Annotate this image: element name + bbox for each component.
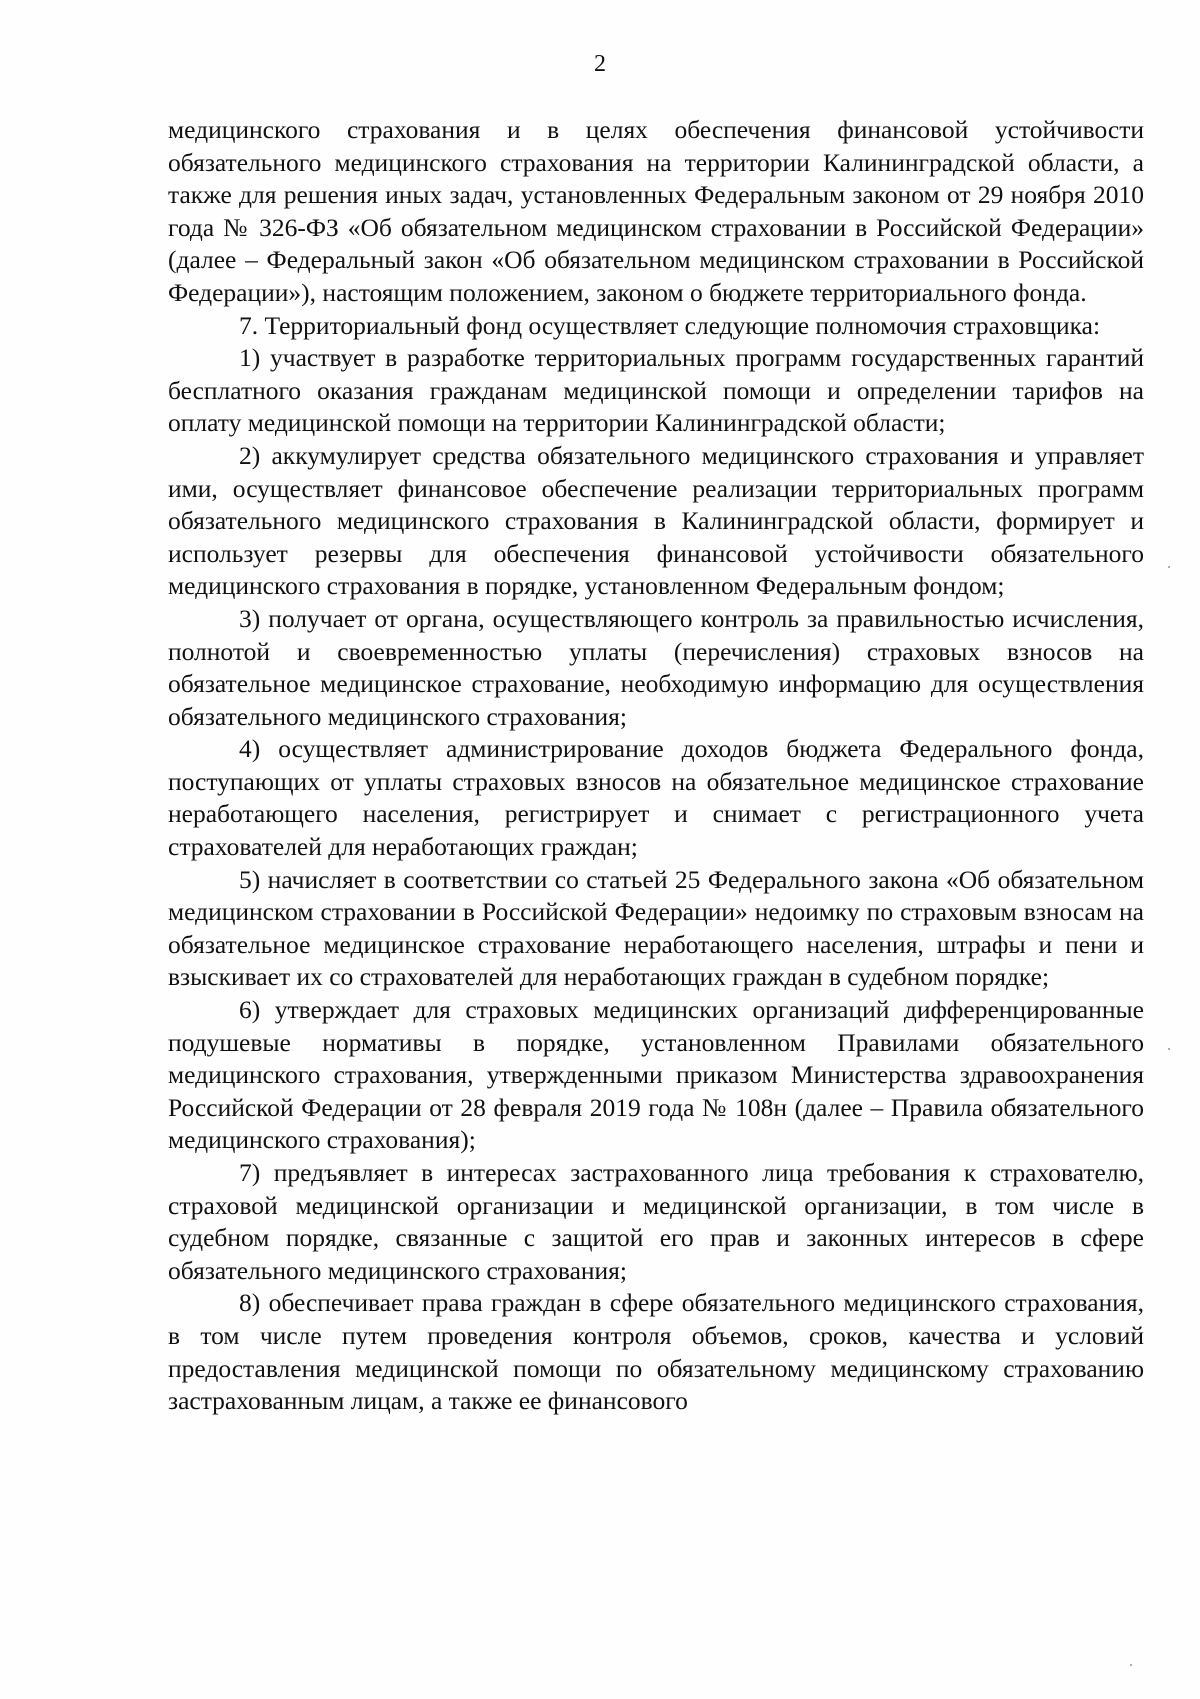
paragraph-subitem-7: 7) предъявляет в интересах застрахованного лица требования к страхователю, страховой медицинской организации и медицинской организации, в том числе в судебном порядке, связанные с защитой его прав и законных интересов в сфере обязательного медицинского страхования;	[168, 1158, 1144, 1285]
paragraph-item-7: 7. Территориальный фонд осуществляет следующие полномочия страховщика:	[239, 310, 1101, 340]
paragraph-subitem-3: 3) получает от органа, осуществляющего контроль за правильностью исчисления, полнотой и своевременностью уплаты (перечисления) страховых взносов на обязательное медицинское страхование, необходимую информацию для осуществления обязательного медицинского страхования;	[168, 603, 1144, 731]
paragraph-subitem-4: 4) осуществляет администрирование доходов бюджета Федерального фонда, поступающих от уплаты страховых взносов на обязательное медицинское страхование неработающего населения, регистрирует и снимает с регистрационного учета страхователей для неработающих граждан;	[168, 734, 1144, 862]
scan-speck	[1168, 566, 1170, 568]
document-body	[168, 114, 1144, 1418]
paragraph-subitem-2: 2) аккумулирует средства обязательного медицинского страхования и управляет ими, осуществляет финансовое обеспечение реализации территориальных программ обязательного медицинского страхования в Калининградской области, формирует и использует резервы для обеспечения финансовой устойчивости обязательного медицинского страхования в порядке, установленном Федеральным фондом;	[168, 440, 1144, 601]
scan-speck	[1168, 1048, 1170, 1050]
page-number: 2	[594, 51, 606, 77]
paragraph-subitem-8: 8) обеспечивает права граждан в сфере обязательного медицинского страхования, в том числе путем проведения контроля объемов, сроков, качества и условий предоставления медицинской помощи по обязательному медицинскому страхованию застрахованным лицам, а также ее финансового	[168, 1288, 1144, 1416]
paragraph-subitem-6: 6) утверждает для страховых медицинских организаций дифференцированные подушевые нормативы в порядке, установленном Правилами обязательного медицинского страхования, утвержденными приказом Министерства здравоохранения Российской Федерации от 28 февраля 2019 года № 108н (далее – Правила обязательного медицинского страхования);	[168, 995, 1144, 1155]
paragraph-continuation: медицинского страхования и в целях обеспечения финансовой устойчивости обязательного медицинского страхования на территории Калининградской области, а также для решения иных задач, установленных Федеральным законом от 29 ноября 2010 года № 326-ФЗ «Об обязательном медицинском страховании в Российской Федерации» (далее – Федеральный закон «Об обязательном медицинском страховании в Российской Федерации»), настоящим положением, законом о бюджете территориального фонда.	[168, 115, 1144, 307]
paragraph-subitem-5: 5) начисляет в соответствии со статьей 25 Федерального закона «Об обязательном медицинском страховании в Российской Федерации» недоимку по страховым взносам на обязательное медицинское страхование неработающего населения, штрафы и пени и взыскивает их со страхователей для неработающих граждан в судебном порядке;	[168, 864, 1144, 992]
scan-speck	[1130, 1664, 1132, 1666]
paragraph-subitem-1: 1) участвует в разработке территориальных программ государственных гарантий бесплатного оказания гражданам медицинской помощи и определении тарифов на оплату медицинской помощи на территории Калининградской области;	[168, 343, 1144, 438]
